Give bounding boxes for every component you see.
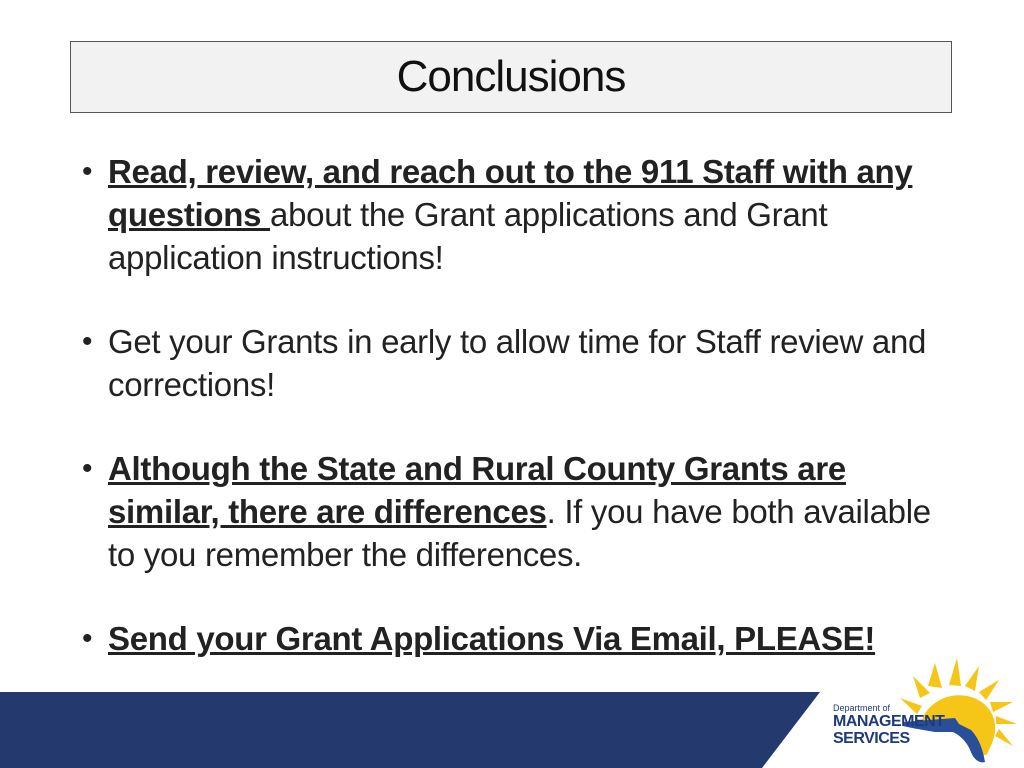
bullet-emphasis: Read, review, and reach out to the 911 Staff with any questions	[108, 153, 913, 233]
bullet-emphasis: Send your Grant Applications Via Email, PLEASE!	[108, 620, 876, 657]
bullet-item-2	[78, 320, 938, 406]
bullet-item-3	[78, 447, 938, 576]
dms-logo	[833, 703, 943, 747]
bullet-text: about the Grant applications and Grant application instructions!	[108, 196, 828, 276]
bullet-item-1	[78, 150, 938, 279]
logo-line-management: MANAGEMENT	[833, 713, 945, 730]
bullet-marker: •	[82, 452, 93, 485]
logo-line-services: SERVICES	[833, 730, 910, 747]
bullet-marker: •	[82, 622, 93, 655]
bullet-text: . If you have both available to you remember the differences.	[108, 493, 931, 573]
bullet-emphasis: Although the State and Rural County Grants are similar, there are differences	[108, 450, 846, 530]
bullet-marker: •	[82, 155, 93, 188]
bullet-item-4	[78, 617, 938, 660]
bullet-marker: •	[82, 325, 93, 358]
logo-line-department: Department of	[833, 703, 891, 713]
slide-title: Conclusions	[396, 52, 626, 101]
bullet-text: Get your Grants in early to allow time for Staff review and corrections!	[108, 323, 927, 403]
bullet-list	[78, 150, 938, 660]
title-box	[70, 41, 952, 113]
footer-blue-band	[0, 692, 820, 768]
